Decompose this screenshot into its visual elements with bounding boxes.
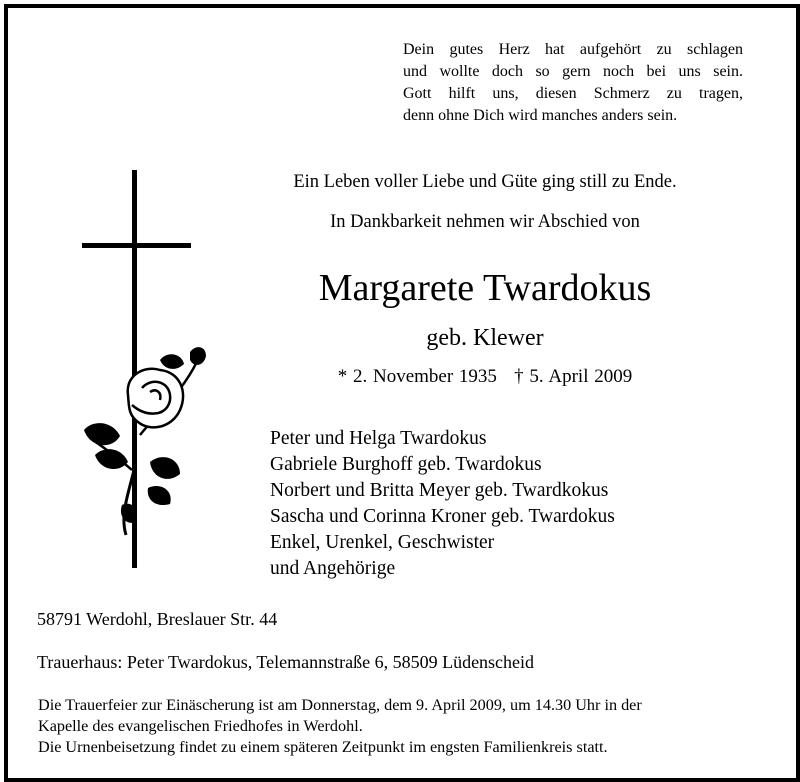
poem-line: Dein gutes Herz hat aufgehört zu schlagen [403, 41, 743, 58]
family-list [270, 426, 615, 582]
intro-line-2: In Dankbarkeit nehmen wir Abschied von [330, 212, 640, 232]
deceased-name: Margarete Twardokus [318, 267, 652, 309]
intro-line-1: Ein Leben voller Liebe und Güte ging still zu Ende. [293, 172, 677, 192]
service-line: Die Urnenbeisetzung findet zu einem späteren Zeitpunkt im engsten Familienkreis statt. [38, 738, 608, 756]
maiden-name: geb. Klewer [426, 325, 544, 351]
poem-line: und wollte doch so gern noch bei uns sein. [403, 63, 743, 80]
family-member: Sascha und Corinna Kroner geb. Twardokus [270, 506, 615, 527]
poem-line: Gott hilft uns, diesen Schmerz zu tragen, [403, 85, 743, 102]
poem [403, 39, 743, 127]
poem-line: denn ohne Dich wird manches anders sein. [403, 107, 678, 124]
family-member: Norbert und Britta Meyer geb. Twardkokus [270, 480, 609, 501]
family-member: und Angehörige [270, 558, 396, 579]
family-member: Peter und Helga Twardokus [270, 428, 487, 449]
cross-with-rose-icon [0, 0, 230, 600]
family-member: Enkel, Urenkel, Geschwister [270, 532, 495, 553]
service-line: Kapelle des evangelischen Friedhofes in Werdohl. [38, 717, 363, 735]
life-dates: * 2. November 1935 † 5. April 2009 [337, 366, 633, 387]
service-info [38, 695, 642, 758]
service-line: Die Trauerfeier zur Einäscherung ist am Donnerstag, dem 9. April 2009, um 14.30 Uhr in der [38, 696, 642, 714]
family-member: Gabriele Burghoff geb. Twardokus [270, 454, 542, 475]
mourning-house: Trauerhaus: Peter Twardokus, Telemannstraße 6, 58509 Lüdenscheid [37, 652, 535, 672]
address: 58791 Werdohl, Breslauer Str. 44 [37, 609, 278, 629]
